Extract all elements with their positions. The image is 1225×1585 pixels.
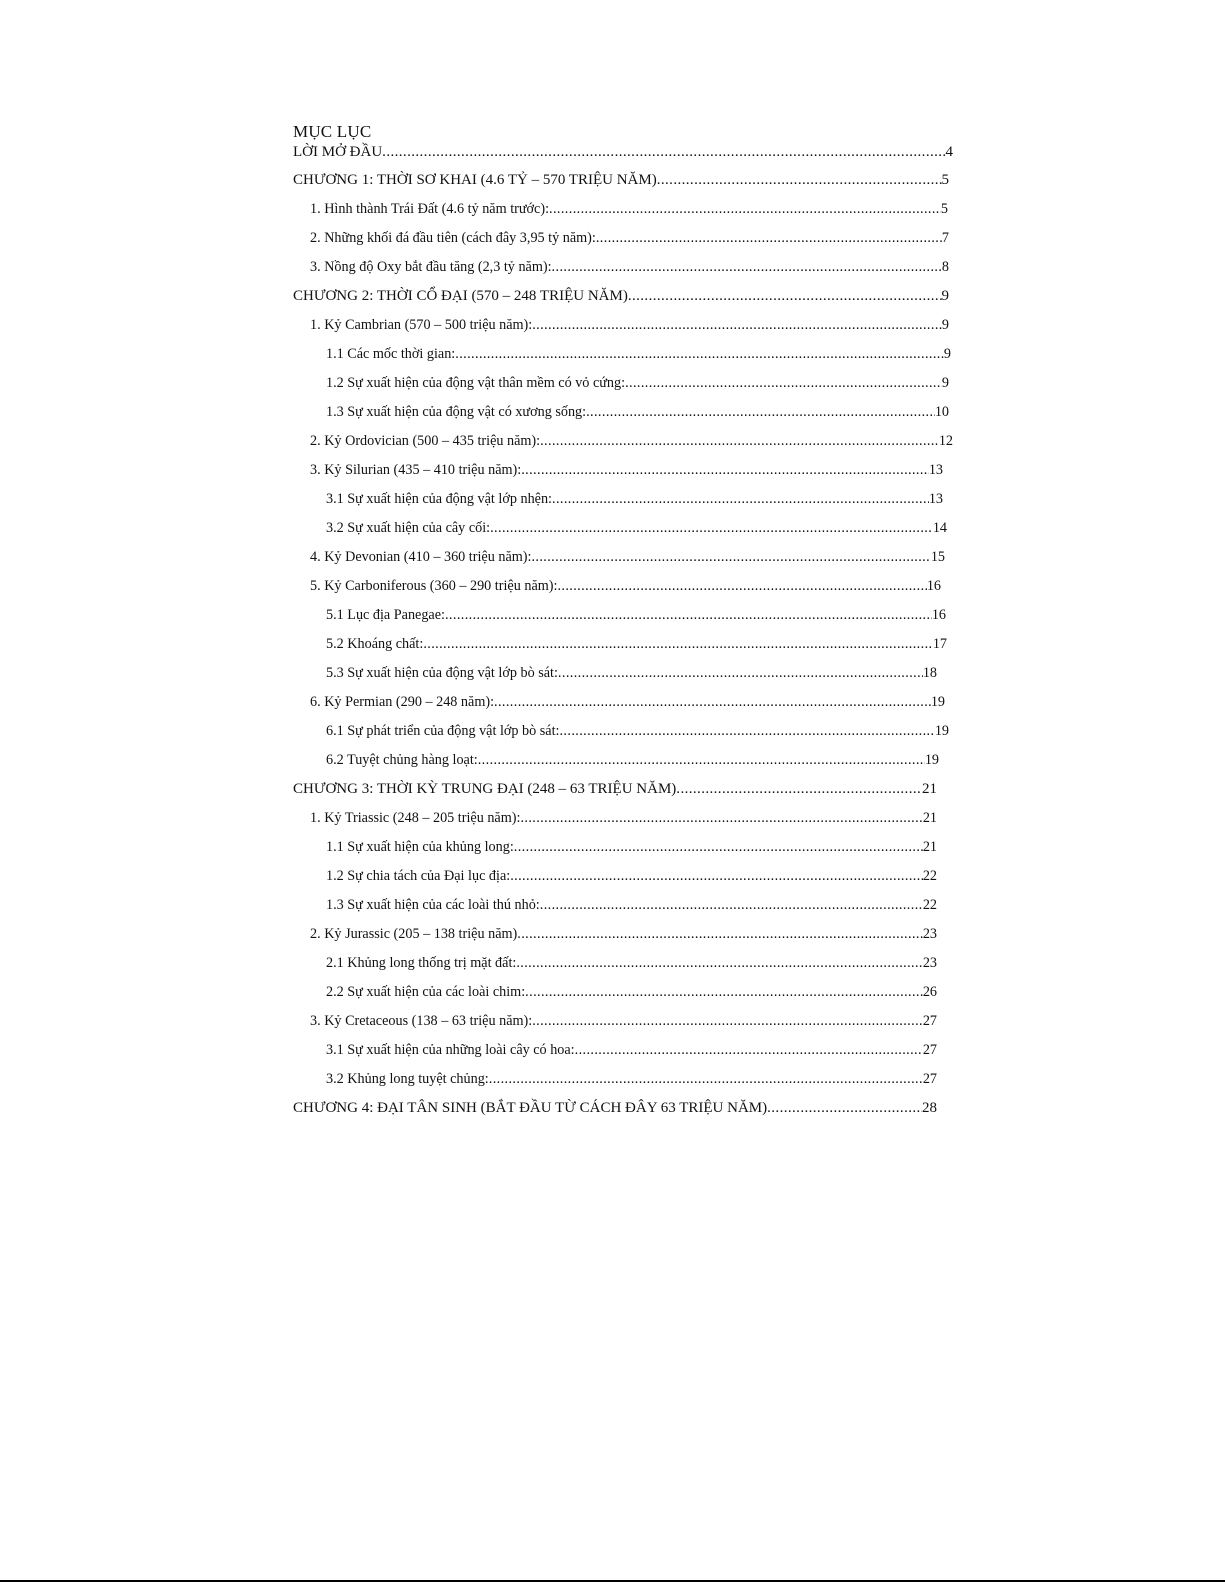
toc-entry-label: 3.2 Sự xuất hiện của cây cối: — [326, 520, 491, 536]
toc-entry-label: CHƯƠNG 4: ĐẠI TÂN SINH (BẮT ĐẦU TỪ CÁCH ĐÂY 63 TRIỆU NĂM) — [293, 1100, 768, 1116]
toc-entry-label: 1.2 Sự chia tách của Đại lục địa: — [326, 868, 511, 884]
toc-entry-page-number: 18 — [922, 665, 937, 681]
toc-entry[interactable] — [293, 282, 949, 311]
toc-entry-label: CHƯƠNG 1: THỜI SƠ KHAI (4.6 TỶ – 570 TRIỆU NĂM) — [293, 172, 657, 188]
dot-leader — [517, 920, 923, 949]
toc-entry-label: CHƯƠNG 2: THỜI CỔ ĐẠI (570 – 248 TRIỆU NĂM) — [293, 288, 628, 304]
toc-entry[interactable] — [293, 717, 949, 746]
toc-entry-page-number: 14 — [932, 520, 947, 536]
toc-entry[interactable] — [293, 746, 939, 775]
toc-entry-page-number: 13 — [928, 462, 943, 478]
toc-entry-page-number: 19 — [924, 752, 939, 768]
toc-entry-page-number: 10 — [934, 404, 949, 420]
toc-entry-page-number: 9 — [941, 375, 949, 391]
toc-entry[interactable] — [293, 891, 937, 920]
dot-leader — [628, 282, 942, 311]
toc-entry-page-number: 27 — [922, 1042, 937, 1058]
toc-entry-label: 5.3 Sự xuất hiện của động vật lớp bò sát: — [326, 665, 558, 681]
toc-entry-label: 2.1 Khủng long thống trị mặt đất: — [326, 955, 517, 971]
dot-leader — [596, 224, 942, 253]
toc-entry-page-number: 8 — [941, 259, 949, 275]
dot-leader — [676, 775, 922, 804]
toc-entry-page-number: 23 — [922, 926, 937, 942]
toc-entry-page-number: 4 — [945, 144, 953, 160]
toc-entry-page-number: 26 — [922, 984, 937, 1000]
toc-entry[interactable] — [293, 456, 943, 485]
toc-entry-page-number: 21 — [922, 839, 937, 855]
dot-leader — [514, 833, 923, 862]
toc-entry-label: 6. Kỷ Permian (290 – 248 năm): — [310, 694, 495, 710]
toc-entry[interactable] — [293, 1094, 937, 1123]
toc-entry-page-number: 12 — [938, 433, 953, 449]
toc-entry[interactable] — [293, 804, 937, 833]
dot-leader — [552, 485, 929, 514]
toc-entry-label: 3.1 Sự xuất hiện của động vật lớp nhện: — [326, 491, 552, 507]
toc-title: MỤC LỤC — [293, 122, 372, 141]
toc-entry-page-number: 5 — [941, 172, 949, 188]
toc-entry-label: 1.1 Các mốc thời gian: — [326, 346, 456, 362]
dot-leader — [510, 862, 923, 891]
toc-entry[interactable] — [293, 920, 937, 949]
toc-entry[interactable] — [293, 514, 947, 543]
toc-entry[interactable] — [293, 427, 953, 456]
toc-entry-label: 1.2 Sự xuất hiện của động vật thân mềm có vỏ cứng: — [326, 375, 626, 391]
toc-entry[interactable] — [293, 543, 945, 572]
toc-entry[interactable] — [293, 1036, 937, 1065]
toc-entry-label: 6.2 Tuyệt chủng hàng loạt: — [326, 752, 478, 768]
dot-leader — [557, 572, 926, 601]
toc-entry[interactable] — [293, 224, 949, 253]
toc-entry[interactable] — [293, 142, 953, 162]
dot-leader — [625, 369, 942, 398]
dot-leader — [767, 1094, 922, 1123]
dot-leader — [575, 1036, 923, 1065]
toc-entry-label: 2. Kỷ Jurassic (205 – 138 triệu năm) — [310, 926, 518, 942]
toc-entry-label: 1. Kỷ Cambrian (570 – 500 triệu năm): — [310, 317, 533, 333]
dot-leader — [489, 1065, 923, 1094]
toc-entry-page-number: 27 — [922, 1071, 937, 1087]
dot-leader — [552, 253, 942, 282]
dot-leader — [490, 514, 933, 543]
toc-entry[interactable] — [293, 833, 937, 862]
dot-leader — [532, 311, 942, 340]
dot-leader — [540, 427, 939, 456]
toc-entry-page-number: 23 — [922, 955, 937, 971]
dot-leader — [532, 1007, 923, 1036]
toc-entry[interactable] — [293, 659, 937, 688]
toc-entry-label: 3.1 Sự xuất hiện của những loài cây có hoa: — [326, 1042, 575, 1058]
toc-entry[interactable] — [293, 398, 949, 427]
dot-leader — [494, 688, 931, 717]
toc-entry-label: CHƯƠNG 3: THỜI KỲ TRUNG ĐẠI (248 – 63 TRIỆU NĂM) — [293, 781, 677, 797]
toc-entry[interactable] — [293, 1007, 937, 1036]
toc-entry[interactable] — [293, 369, 949, 398]
toc-entry[interactable] — [293, 195, 948, 224]
dot-leader — [559, 717, 934, 746]
toc-entry-page-number: 19 — [930, 694, 945, 710]
toc-entry-page-number: 5 — [940, 201, 948, 217]
toc-entry-page-number: 27 — [922, 1013, 937, 1029]
dot-leader — [549, 195, 941, 224]
toc-entry-page-number: 9 — [943, 346, 951, 362]
toc-entry[interactable] — [293, 862, 937, 891]
toc-entry-page-number: 22 — [922, 868, 937, 884]
toc-entry[interactable] — [293, 688, 945, 717]
toc-entry[interactable] — [293, 485, 943, 514]
dot-leader — [520, 804, 922, 833]
toc-entry-label: 2. Những khối đá đầu tiên (cách đây 3,95 tỷ năm): — [310, 230, 596, 246]
toc-entry-page-number: 17 — [932, 636, 947, 652]
toc-entry-label: 3. Nồng độ Oxy bắt đầu tăng (2,3 tỷ năm): — [310, 259, 552, 275]
toc-entry-page-number: 13 — [928, 491, 943, 507]
toc-entry-label: 2. Kỷ Ordovician (500 – 435 triệu năm): — [310, 433, 541, 449]
toc-entry[interactable] — [293, 630, 947, 659]
dot-leader — [478, 746, 925, 775]
toc-list — [293, 142, 953, 1123]
toc-entry-page-number: 16 — [931, 607, 946, 623]
toc-entry-label: 3. Kỷ Cretaceous (138 – 63 triệu năm): — [310, 1013, 533, 1029]
table-of-contents — [293, 122, 953, 1123]
toc-entry[interactable] — [293, 253, 949, 282]
toc-entry-label: 4. Kỷ Devonian (410 – 360 triệu năm): — [310, 549, 532, 565]
toc-entry-label: 1. Hình thành Trái Đất (4.6 tỷ năm trước): — [310, 201, 550, 217]
toc-entry-page-number: 9 — [941, 317, 949, 333]
toc-entry-label: 5.1 Lục địa Panegae: — [326, 607, 445, 623]
toc-entry[interactable] — [293, 978, 937, 1007]
toc-entry-page-number: 19 — [934, 723, 949, 739]
toc-entry-label: 6.1 Sự phát triển của động vật lớp bò sát: — [326, 723, 560, 739]
toc-entry-page-number: 21 — [922, 810, 937, 826]
toc-entry-label: 3.2 Khủng long tuyệt chủng: — [326, 1071, 489, 1087]
toc-entry[interactable] — [293, 311, 949, 340]
dot-leader — [445, 601, 932, 630]
page-border-line — [0, 1580, 1225, 1582]
dot-leader — [423, 630, 932, 659]
dot-leader — [531, 543, 930, 572]
toc-entry-page-number: 9 — [941, 288, 949, 304]
toc-entry-page-number: 15 — [930, 549, 945, 565]
toc-entry-label: 1.1 Sự xuất hiện của khủng long: — [326, 839, 514, 855]
dot-leader — [525, 978, 923, 1007]
toc-entry-label: 2.2 Sự xuất hiện của các loài chim: — [326, 984, 526, 1000]
dot-leader — [657, 166, 942, 195]
toc-entry[interactable] — [293, 949, 937, 978]
toc-entry-label: 5.2 Khoáng chất: — [326, 636, 424, 652]
toc-entry[interactable] — [293, 572, 941, 601]
toc-entry[interactable] — [293, 775, 937, 804]
dot-leader — [540, 891, 923, 920]
toc-entry-label: LỜI MỞ ĐẦU — [293, 144, 383, 160]
dot-leader — [382, 142, 945, 162]
dot-leader — [521, 456, 929, 485]
toc-entry-page-number: 21 — [922, 781, 937, 797]
toc-entry-page-number: 28 — [922, 1100, 937, 1116]
toc-entry-label: 1.3 Sự xuất hiện của các loài thú nhỏ: — [326, 897, 540, 913]
toc-entry-page-number: 7 — [941, 230, 949, 246]
dot-leader — [455, 340, 944, 369]
toc-entry[interactable] — [293, 340, 951, 369]
dot-leader — [516, 949, 922, 978]
toc-entry-label: 1.3 Sự xuất hiện của động vật có xương sống: — [326, 404, 587, 420]
toc-entry-label: 1. Kỷ Triassic (248 – 205 triệu năm): — [310, 810, 521, 826]
toc-entry[interactable] — [293, 1065, 937, 1094]
toc-entry-page-number: 16 — [926, 578, 941, 594]
toc-entry[interactable] — [293, 601, 946, 630]
toc-entry[interactable] — [293, 166, 949, 195]
toc-entry-page-number: 22 — [922, 897, 937, 913]
toc-entry-label: 5. Kỷ Carboniferous (360 – 290 triệu năm): — [310, 578, 558, 594]
dot-leader — [586, 398, 935, 427]
dot-leader — [558, 659, 923, 688]
toc-entry-label: 3. Kỷ Silurian (435 – 410 triệu năm): — [310, 462, 522, 478]
